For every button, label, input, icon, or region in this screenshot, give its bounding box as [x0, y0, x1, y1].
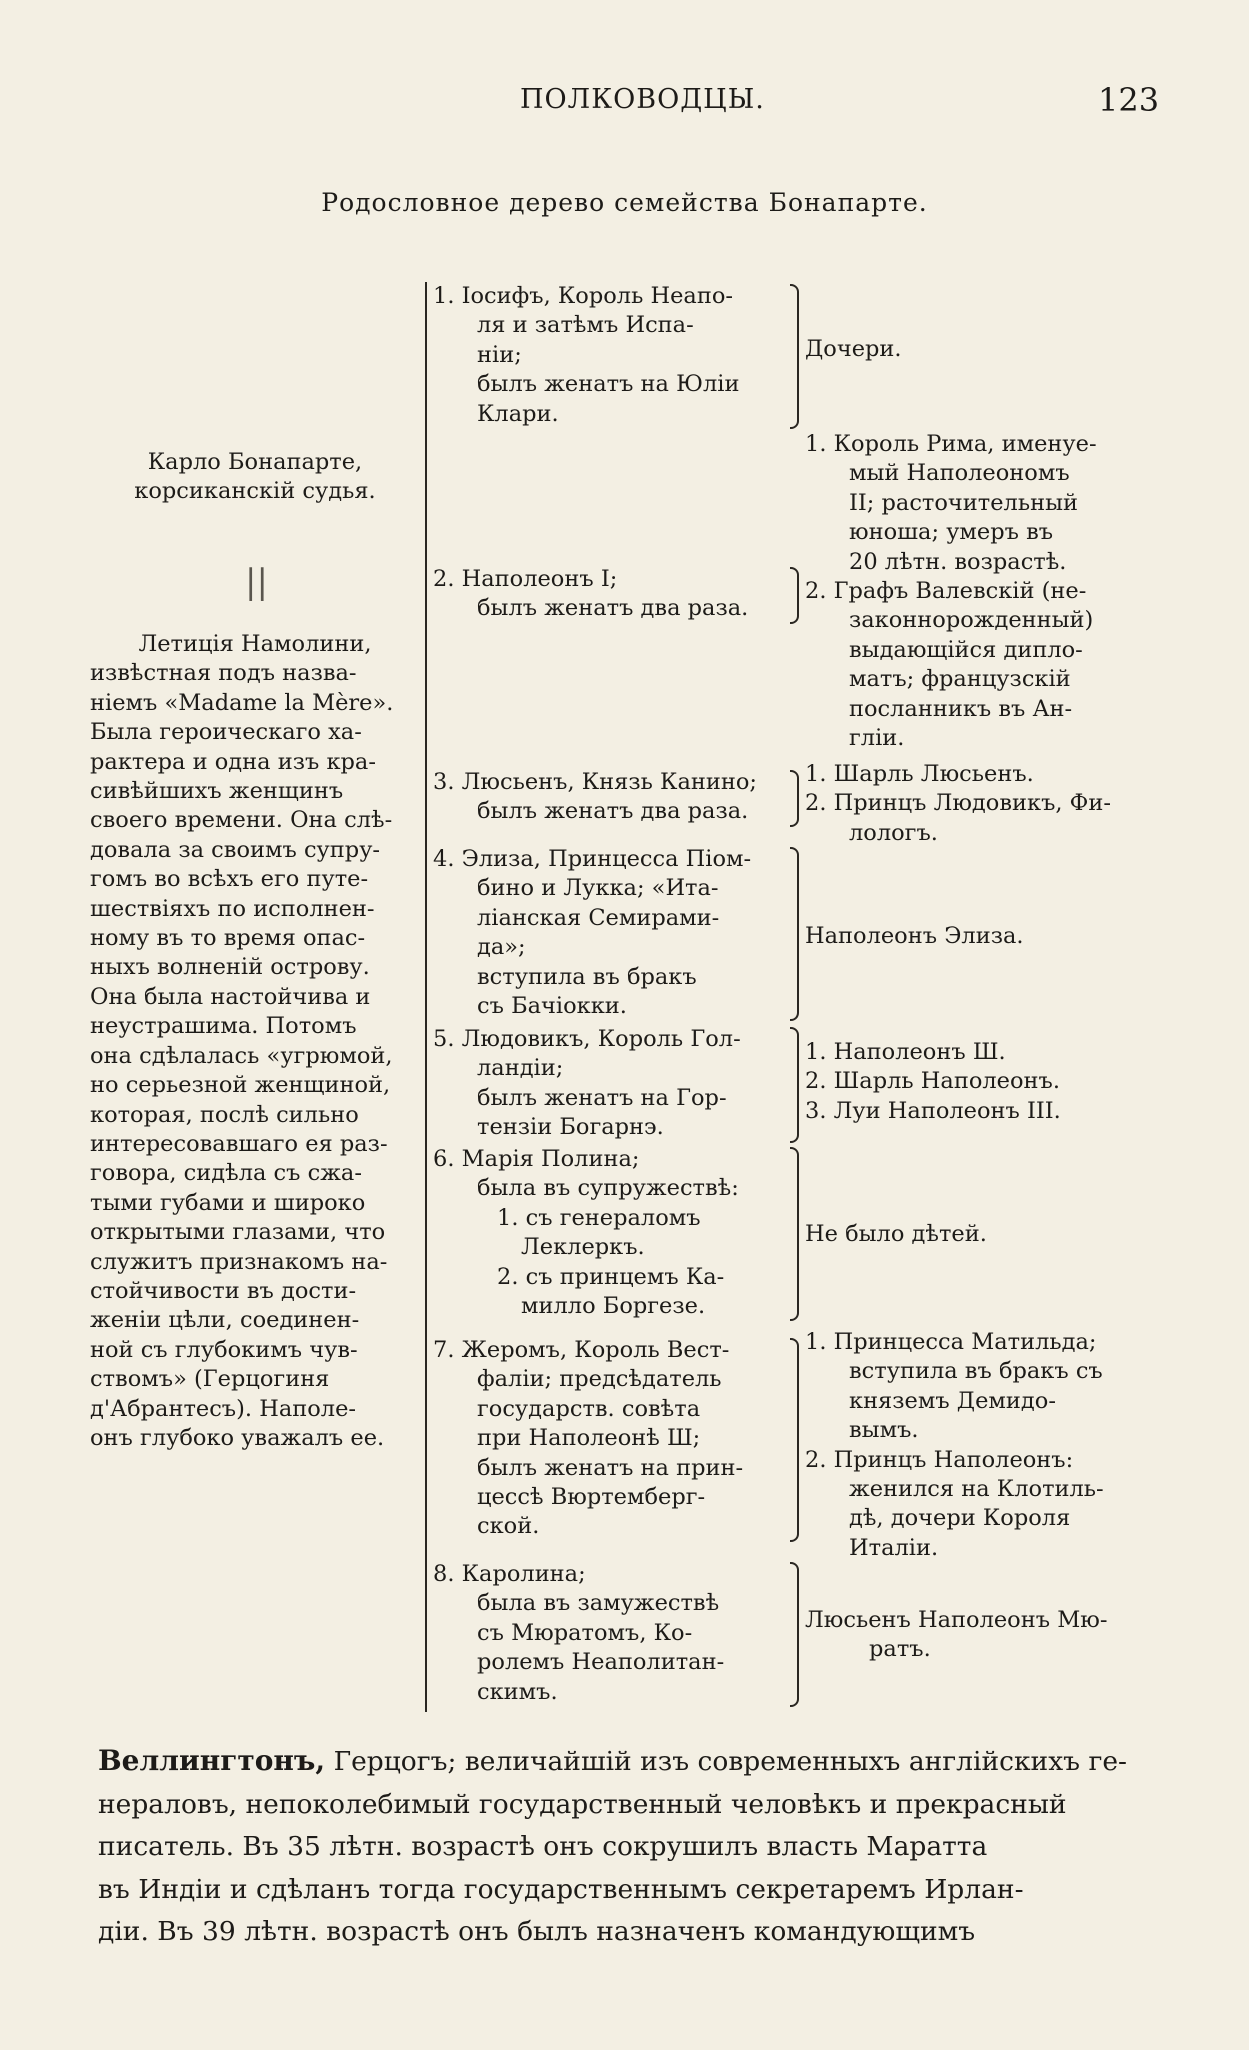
child-text-line: ролемъ Неаполитан-: [477, 1649, 725, 1676]
offspring-line: мый Наполеономъ: [849, 460, 1070, 487]
mother-text-line: Была героическаго ха-: [90, 719, 362, 746]
child-text-line: цессѣ Вюртемберг-: [477, 1484, 706, 1511]
mother-text-line: довала за своимъ супру-: [90, 836, 381, 863]
child-name-line: 2. Наполеонъ I;: [433, 566, 618, 592]
child-text-line: при Наполеонѣ Ш;: [477, 1425, 701, 1452]
mother-text-line: шествіяхъ по исполнен-: [90, 895, 375, 922]
offspring-line: ратъ.: [869, 1636, 931, 1663]
mother-text-line: рактера и одна изъ кра-: [90, 748, 376, 775]
offspring-line: Люсьенъ Наполеонъ Мю-: [805, 1607, 1108, 1633]
child-text-line: была въ замужествѣ: [477, 1590, 720, 1617]
offspring-line: женился на Клотиль-: [849, 1476, 1104, 1503]
mother-text-line: ныхъ волненій острову.: [90, 954, 370, 981]
child-name-line: 3. Люсьенъ, Князь Канино;: [433, 769, 757, 795]
offspring-line: 2. Принцъ Людовикъ, Фи-: [805, 790, 1111, 817]
mother-text-line: тыми губами и широко: [90, 1189, 366, 1216]
child-text-line: была въ супружествѣ:: [477, 1175, 739, 1202]
child-text-line: да»;: [477, 934, 526, 961]
mother-entry: [90, 630, 420, 1453]
offspring-line: юноша; умеръ въ: [849, 519, 1054, 546]
father-entry: [90, 448, 420, 507]
child-entry: [433, 1025, 793, 1143]
child-text-line: ландіи;: [477, 1055, 564, 1082]
offspring-line: 1. Наполеонъ Ш.: [805, 1039, 1006, 1065]
child-text-line: 2. съ принцемъ Ка-: [497, 1263, 725, 1290]
mother-text-line: открытыми глазами, что: [90, 1219, 386, 1246]
mother-text-line: женіи цѣли, соединен-: [90, 1307, 360, 1334]
child-name-line: 1. Іосифъ, Король Неапо-: [433, 283, 733, 309]
offspring-line: лологъ.: [849, 819, 938, 846]
mother-text-line: Она была настойчива и: [90, 983, 371, 1010]
child-text-line: ліанская Семирами-: [477, 904, 720, 931]
mother-text-line: стойчивости въ дости-: [90, 1277, 357, 1304]
bio-line: въ Индіи и сдѣланъ тогда государственнымъ секретаремъ Ирлан-: [98, 1873, 1024, 1905]
offspring-line: дѣ, дочери Короля: [849, 1505, 1071, 1532]
mother-text-line: ніемъ «Madame la Mère».: [90, 689, 394, 716]
offspring-line: 3. Луи Наполеонъ III.: [805, 1097, 1061, 1124]
child-name-line: 5. Людовикъ, Король Гол-: [433, 1026, 741, 1052]
child-name-line: 8. Каролина;: [433, 1561, 586, 1587]
offspring-line: вымъ.: [849, 1417, 919, 1444]
offspring-line: 2. Шарль Наполеонъ.: [805, 1068, 1061, 1095]
running-title: ПОЛКОВОДЦЫ.: [520, 84, 765, 115]
child-text-line: былъ женатъ на прин-: [477, 1454, 744, 1481]
offspring-line: гліи.: [849, 725, 905, 752]
offspring-entry: [805, 1220, 1170, 1249]
offspring-entry: [805, 1328, 1170, 1563]
child-text-line: Клари.: [477, 400, 559, 427]
family-bracket: [790, 1338, 799, 1542]
offspring-line: законнорожденный): [849, 607, 1094, 634]
mother-text-line: говора, сидѣла съ сжа-: [90, 1160, 362, 1187]
mother-text-line: интересовавшаго ея раз-: [90, 1130, 388, 1157]
bio-line: діи. Въ 39 лѣтн. возрастѣ онъ былъ назначенъ командующимъ: [98, 1916, 976, 1947]
wellington-name: Веллингтонъ,: [98, 1744, 326, 1777]
offspring-line: вступила въ бракъ съ: [849, 1358, 1103, 1385]
offspring-entry: [805, 335, 1170, 364]
child-text-line: тензіи Богарнэ.: [477, 1114, 664, 1141]
offspring-entry: [805, 922, 1170, 951]
offspring-entry: [805, 1038, 1170, 1126]
mother-text-line: извѣстная подъ назва-: [90, 660, 357, 687]
father-line: Карло Бонапарте,: [147, 449, 363, 475]
family-bracket: [790, 567, 799, 624]
mother-text-line: ному въ то время опас-: [90, 925, 366, 952]
child-text-line: былъ женатъ на Юліи: [477, 371, 740, 398]
child-text-line: скимъ.: [477, 1678, 558, 1705]
child-text-line: былъ женатъ два раза.: [477, 595, 749, 622]
marriage-symbol: ||: [245, 562, 268, 602]
child-text-line: бино и Лукка; «Ита-: [477, 875, 719, 902]
wellington-entry: [98, 1740, 1166, 1954]
child-text-line: съ Мюратомъ, Ко-: [477, 1619, 693, 1646]
offspring-line: выдающійся дипло-: [849, 636, 1083, 663]
offspring-line: 20 лѣтн. возрастѣ.: [849, 548, 1067, 575]
mother-text-line: неустрашима. Потомъ: [90, 1013, 357, 1040]
child-text-line: ля и затѣмъ Испа-: [477, 312, 694, 339]
child-name-line: 6. Марія Полина;: [433, 1146, 640, 1172]
child-text-line: вступила въ бракъ: [477, 963, 697, 990]
mother-text-line: онъ глубоко уважалъ ее.: [90, 1424, 385, 1451]
child-text-line: фаліи; предсѣдатель: [477, 1366, 722, 1393]
offspring-entry: [805, 1606, 1170, 1665]
bio-line: нераловъ, непоколебимый государственный человѣкъ и прекрасный: [98, 1788, 1067, 1820]
child-name-line: 4. Элиза, Принцесса Піом-: [433, 846, 752, 872]
child-text-line: милло Боргезе.: [521, 1293, 706, 1320]
tree-title: Родословное дерево семейства Бонапарте.: [321, 188, 928, 217]
mother-text-line: ствомъ» (Герцогиня: [90, 1366, 330, 1393]
child-entry: [433, 282, 793, 429]
page-number: 123: [1098, 81, 1160, 119]
mother-text-line: сивѣйшихъ женщинъ: [90, 778, 344, 805]
family-bracket: [790, 284, 799, 429]
bio-line: писатель. Въ 35 лѣтн. возрастѣ онъ сокрушилъ власть Маратта: [98, 1831, 988, 1862]
child-text-line: ской.: [477, 1513, 540, 1540]
mother-text-line: она сдѣлалась «угрюмой,: [90, 1042, 393, 1069]
offspring-line: княземъ Демидо-: [849, 1387, 1056, 1414]
mother-text-line: своего времени. Она слѣ-: [90, 807, 393, 834]
family-bracket: [790, 770, 799, 827]
child-text-line: былъ женатъ на Гор-: [477, 1084, 727, 1111]
offspring-line: 1. Король Рима, именуе-: [805, 431, 1097, 457]
offspring-line: 2. Графъ Валевскій (не-: [805, 578, 1087, 605]
offspring-line: 1. Принцесса Матильда;: [805, 1329, 1097, 1355]
child-text-line: былъ женатъ два раза.: [477, 798, 749, 825]
child-text-line: 1. съ генераломъ: [497, 1204, 701, 1231]
mother-text-line: гомъ во всѣхъ его путе-: [90, 866, 369, 893]
page-header: [0, 81, 1249, 124]
family-bracket: [790, 1562, 799, 1707]
child-entry: [433, 1145, 793, 1321]
offspring-line: Дочери.: [805, 336, 902, 362]
offspring-line: II; расточительный: [849, 489, 1078, 516]
offspring-line: посланникъ въ Ан-: [849, 695, 1073, 722]
mother-text-line: которая, послѣ сильно: [90, 1101, 359, 1128]
father-line: корсиканскій судья.: [134, 478, 376, 505]
child-text-line: Леклеркъ.: [521, 1234, 645, 1261]
child-text-line: государств. совѣта: [477, 1395, 701, 1422]
offspring-line: 1. Шарль Люсьенъ.: [805, 761, 1034, 787]
offspring-line: Не было дѣтей.: [805, 1221, 987, 1247]
offspring-entry: [805, 430, 1170, 753]
bio-line: Герцогъ; величайшій изъ современныхъ англійскихъ ге-: [333, 1746, 1127, 1777]
offspring-line: Италіи.: [849, 1534, 939, 1561]
child-text-line: ніи;: [477, 341, 522, 368]
offspring-line: матъ; французскій: [849, 666, 1071, 693]
child-entry: [433, 768, 793, 827]
family-bracket: [790, 1027, 799, 1143]
child-entry: [433, 1560, 793, 1707]
offspring-line: Наполеонъ Элиза.: [805, 923, 1024, 949]
child-entry: [433, 565, 793, 624]
offspring-entry: [805, 760, 1170, 848]
mother-text-line: д'Абрантесъ). Наполе-: [90, 1395, 356, 1422]
family-bracket: [790, 847, 799, 1021]
child-entry: [433, 845, 793, 1021]
family-bracket: [790, 1147, 799, 1321]
child-name-line: 7. Жеромъ, Король Вест-: [433, 1337, 730, 1363]
child-entry: [433, 1336, 793, 1542]
mother-text-line: ной съ глубокимъ чув-: [90, 1336, 358, 1363]
offspring-line: 2. Принцъ Наполеонъ:: [805, 1446, 1074, 1473]
tree-trunk-line: [425, 282, 427, 1712]
mother-text-line: но серьезной женщиной,: [90, 1072, 391, 1099]
mother-text-line: служитъ признакомъ на-: [90, 1248, 388, 1275]
child-text-line: съ Бачіокки.: [477, 993, 627, 1020]
mother-text-line: Летиція Намолини,: [138, 631, 372, 657]
